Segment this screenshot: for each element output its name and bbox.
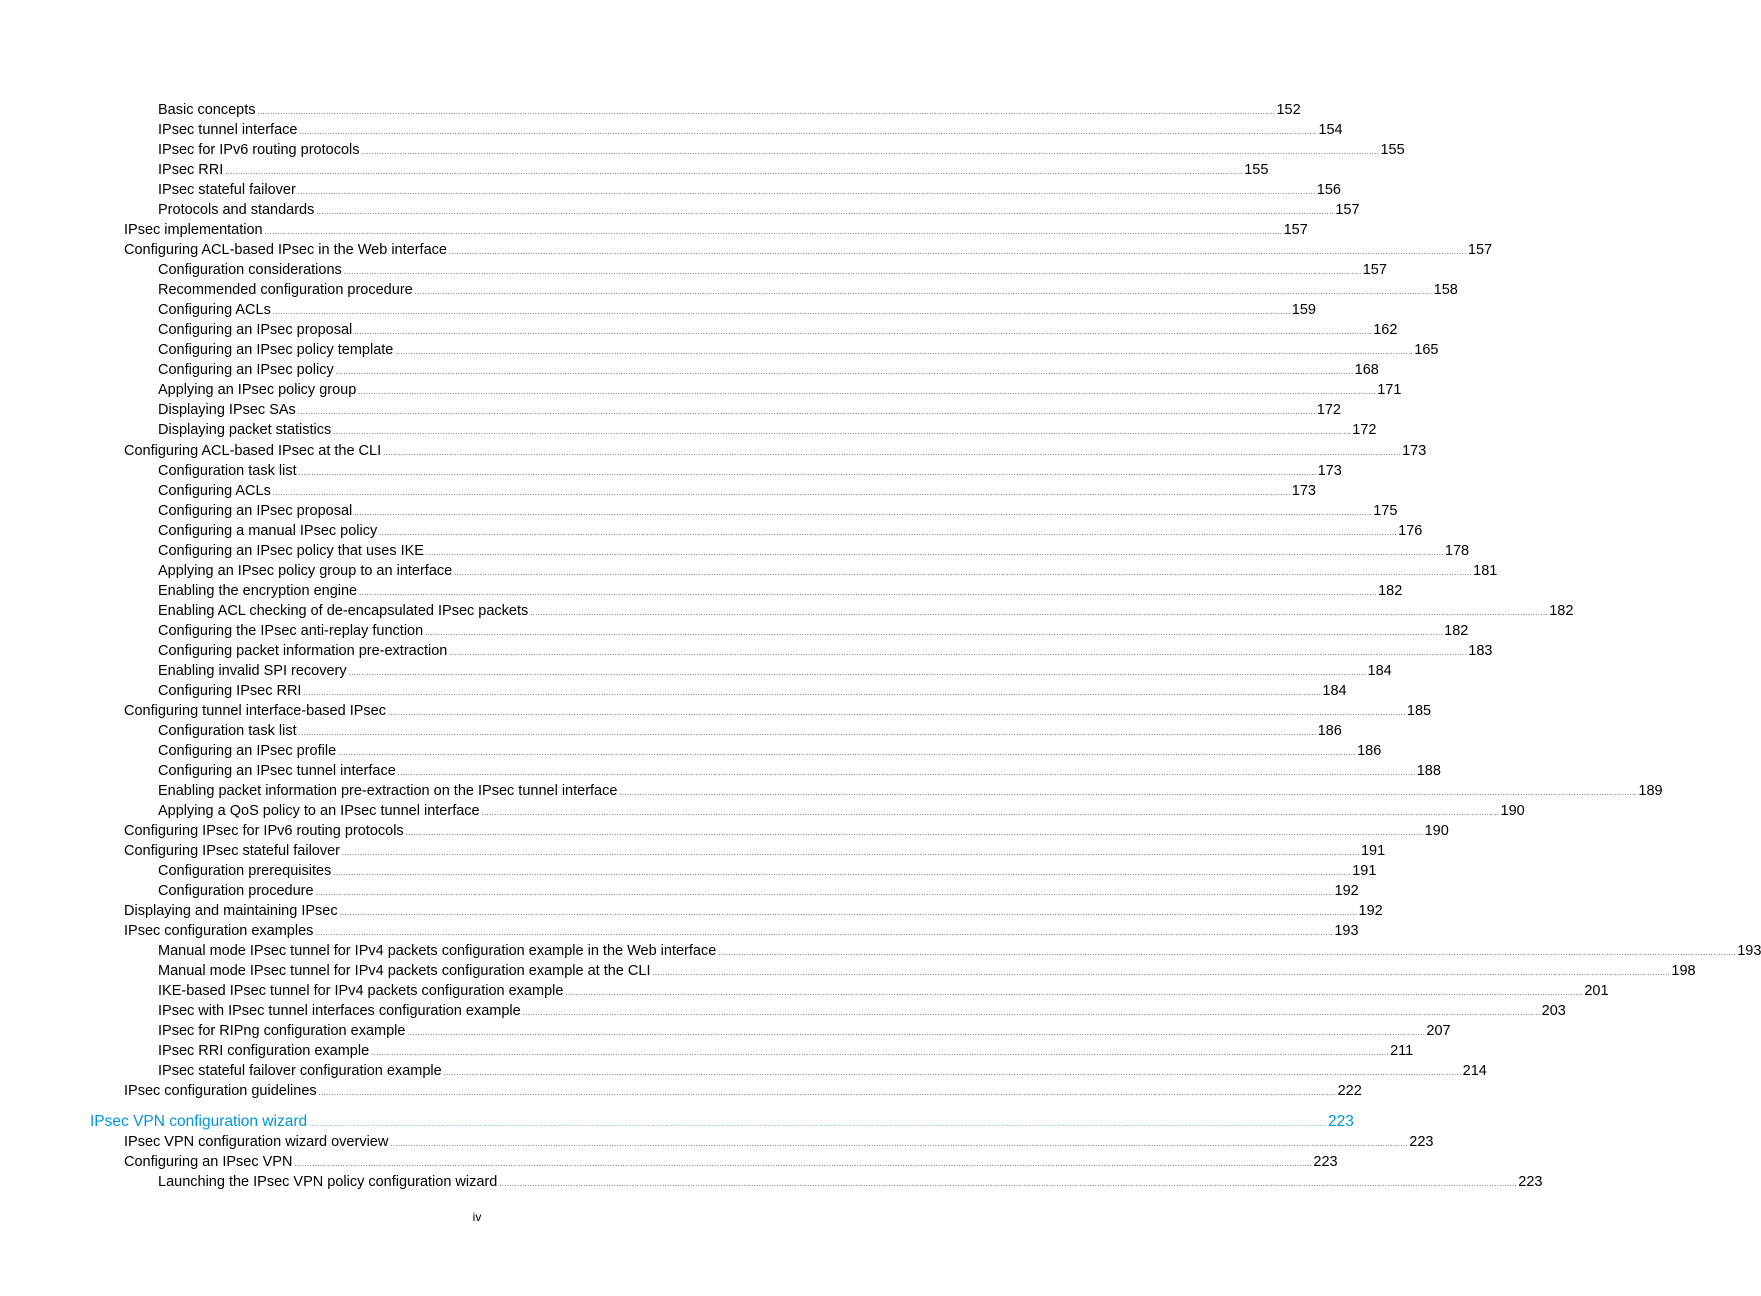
toc-entry-title: Configuring ACLs xyxy=(158,302,271,319)
toc-entry-page: 172 xyxy=(1352,422,1377,439)
toc-entry-page: 188 xyxy=(1416,762,1441,779)
toc-entry-title: Configuring the IPsec anti-replay function xyxy=(158,622,424,639)
toc-entry-page: 185 xyxy=(1406,702,1432,719)
toc-entry[interactable] xyxy=(158,280,1458,300)
toc-entry-page: 182 xyxy=(1444,622,1469,639)
toc-entry-page: 173 xyxy=(1291,482,1316,499)
dot-leader: ................................................................................................................................................................................................................................................................................................................................................................................................................ xyxy=(298,469,1317,477)
toc-entry-title: Enabling invalid SPI recovery xyxy=(158,662,347,679)
toc-entry-page: 157 xyxy=(1362,262,1387,279)
toc-entry[interactable] xyxy=(158,941,1761,961)
toc-entry-page: 162 xyxy=(1373,322,1398,339)
dot-leader: ................................................................................................................................................................................................................................................................................................................................................................................................................ xyxy=(359,589,1378,597)
dot-leader: ................................................................................................................................................................................................................................................................................................................................................................................................................ xyxy=(619,790,1638,798)
dot-leader: ................................................................................................................................................................................................................................................................................................................................................................................................................ xyxy=(425,629,1444,637)
toc-entry-page: 183 xyxy=(1468,642,1493,659)
toc-entry-page: 193 xyxy=(1334,923,1359,940)
toc-entry[interactable] xyxy=(158,400,1341,420)
dot-leader: ................................................................................................................................................................................................................................................................................................................................................................................................................ xyxy=(354,509,1373,517)
toc-entry-title: Configuring tunnel interface-based IPsec xyxy=(124,702,386,719)
toc-entry-page: 155 xyxy=(1244,162,1269,179)
toc-entry-title: Applying an IPsec policy group to an interface xyxy=(158,562,453,579)
toc-entry-title: IKE-based IPsec tunnel for IPv4 packets configuration example xyxy=(158,983,564,1000)
toc-entry-title: IPsec stateful failover configuration example xyxy=(158,1063,442,1080)
toc-entry-page: 203 xyxy=(1541,1003,1566,1020)
dot-leader: ................................................................................................................................................................................................................................................................................................................................................................................................................ xyxy=(358,389,1377,397)
dot-leader: ................................................................................................................................................................................................................................................................................................................................................................................................................ xyxy=(272,489,1291,497)
toc-entry-page: 178 xyxy=(1444,542,1470,559)
toc-entry-page: 176 xyxy=(1398,522,1423,539)
toc-entry-page: 157 xyxy=(1283,222,1308,239)
toc-entry-page: 152 xyxy=(1276,102,1301,118)
toc-entry-page: 168 xyxy=(1354,362,1379,379)
toc-entry-page: 181 xyxy=(1473,562,1498,579)
toc-entry-page: 171 xyxy=(1377,382,1402,399)
toc-entry-page: 186 xyxy=(1317,722,1342,739)
toc-entry-page: 173 xyxy=(1317,462,1342,479)
dot-leader: ................................................................................................................................................................................................................................................................................................................................................................................................................ xyxy=(318,1090,1337,1098)
toc-entry[interactable] xyxy=(158,1041,1414,1061)
toc-entry-title: Displaying IPsec SAs xyxy=(158,402,296,419)
toc-entry-title: Protocols and standards xyxy=(158,202,315,219)
dot-leader: ................................................................................................................................................................................................................................................................................................................................................................................................................ xyxy=(339,910,1358,918)
dot-leader: ................................................................................................................................................................................................................................................................................................................................................................................................................ xyxy=(333,870,1352,878)
toc-entry-page: 155 xyxy=(1380,142,1405,159)
toc-entry[interactable] xyxy=(158,1021,1451,1041)
toc-entry[interactable] xyxy=(158,861,1377,881)
dot-leader: ................................................................................................................................................................................................................................................................................................................................................................................................................ xyxy=(530,609,1549,617)
toc-entry[interactable] xyxy=(158,961,1696,981)
dot-leader: ................................................................................................................................................................................................................................................................................................................................................................................................................ xyxy=(361,149,1380,157)
toc-entry-title: Recommended configuration procedure xyxy=(158,282,413,299)
toc-entry-title: Basic concepts xyxy=(158,102,256,118)
toc-entry-page: 165 xyxy=(1414,342,1439,359)
dot-leader: ................................................................................................................................................................................................................................................................................................................................................................................................................ xyxy=(343,269,1362,277)
dot-leader: ................................................................................................................................................................................................................................................................................................................................................................................................................ xyxy=(335,369,1354,377)
toc-entry[interactable] xyxy=(158,561,1498,581)
toc-entry[interactable] xyxy=(158,420,1377,440)
toc-entry-page: 190 xyxy=(1424,823,1449,840)
dot-leader: ................................................................................................................................................................................................................................................................................................................................................................................................................ xyxy=(294,1160,1313,1168)
toc-entry[interactable] xyxy=(158,721,1342,741)
toc-entry-title: Configuring a manual IPsec policy xyxy=(158,522,378,539)
dot-leader: ................................................................................................................................................................................................................................................................................................................................................................................................................ xyxy=(315,930,1334,938)
toc-chapter-entry[interactable] xyxy=(90,1112,1354,1132)
dot-leader: ................................................................................................................................................................................................................................................................................................................................................................................................................ xyxy=(348,669,1367,677)
toc-entry[interactable] xyxy=(158,360,1379,380)
dot-leader: ................................................................................................................................................................................................................................................................................................................................................................................................................ xyxy=(387,709,1406,717)
toc-entry-page: 184 xyxy=(1367,662,1392,679)
dot-leader: ................................................................................................................................................................................................................................................................................................................................................................................................................ xyxy=(390,1140,1409,1148)
toc-entry[interactable] xyxy=(124,1081,1362,1101)
toc-entry-title: IPsec RRI configuration example xyxy=(158,1043,370,1060)
toc-entry-title: Configuring IPsec stateful failover xyxy=(124,843,340,860)
toc-entry[interactable] xyxy=(124,240,1493,260)
toc-entry[interactable] xyxy=(158,661,1392,681)
dot-leader: ................................................................................................................................................................................................................................................................................................................................................................................................................ xyxy=(298,729,1317,737)
dot-leader: ................................................................................................................................................................................................................................................................................................................................................................................................................ xyxy=(481,810,1500,818)
toc-entry[interactable] xyxy=(158,801,1525,821)
toc-entry[interactable] xyxy=(158,180,1341,200)
toc-entry-title: Configuration task list xyxy=(158,462,297,479)
toc-entry[interactable] xyxy=(158,781,1663,801)
toc-entry[interactable] xyxy=(158,1001,1566,1021)
toc-entry-title: IPsec VPN configuration wizard xyxy=(90,1112,308,1130)
toc-entry[interactable] xyxy=(124,901,1383,921)
toc-entry[interactable] xyxy=(124,821,1449,841)
toc-entry-page: 184 xyxy=(1322,682,1347,699)
dot-leader: ................................................................................................................................................................................................................................................................................................................................................................................................................ xyxy=(264,229,1283,237)
toc-entry-title: IPsec stateful failover xyxy=(158,182,296,199)
toc-entry-page: 207 xyxy=(1426,1023,1451,1040)
toc-entry[interactable] xyxy=(158,881,1359,901)
toc-entry-title: Configuring packet information pre-extraction xyxy=(158,642,448,659)
toc-entry-title: IPsec tunnel interface xyxy=(158,122,298,139)
toc-entry-page: 223 xyxy=(1518,1173,1543,1190)
toc-entry-page: 198 xyxy=(1671,963,1696,980)
dot-leader: ................................................................................................................................................................................................................................................................................................................................................................................................................ xyxy=(315,890,1334,898)
dot-leader: ................................................................................................................................................................................................................................................................................................................................................................................................................ xyxy=(397,769,1416,777)
toc-entry[interactable] xyxy=(158,300,1316,320)
dot-leader: ................................................................................................................................................................................................................................................................................................................................................................................................................ xyxy=(297,189,1316,197)
toc-entry[interactable] xyxy=(158,160,1269,180)
toc-entry-page: 182 xyxy=(1378,582,1403,599)
toc-entry-page: 193 xyxy=(1737,943,1761,960)
toc-entry-title: IPsec RRI xyxy=(158,162,224,179)
toc-entry[interactable] xyxy=(158,681,1347,701)
toc-entry-page: 159 xyxy=(1291,302,1316,319)
dot-leader: ................................................................................................................................................................................................................................................................................................................................................................................................................ xyxy=(299,129,1318,137)
dot-leader: ................................................................................................................................................................................................................................................................................................................................................................................................................ xyxy=(565,990,1584,998)
toc-entry-title: IPsec with IPsec tunnel interfaces configuration example xyxy=(158,1003,521,1020)
toc-entry[interactable] xyxy=(158,741,1382,761)
dot-leader: ................................................................................................................................................................................................................................................................................................................................................................................................................ xyxy=(407,1030,1426,1038)
dot-leader: ................................................................................................................................................................................................................................................................................................................................................................................................................ xyxy=(652,970,1671,978)
toc-entry-page: 211 xyxy=(1390,1043,1414,1060)
toc-entry[interactable] xyxy=(158,320,1398,340)
dot-leader: ................................................................................................................................................................................................................................................................................................................................................................................................................ xyxy=(316,209,1335,217)
toc-entry-title: Configuring IPsec RRI xyxy=(158,682,302,699)
toc-entry[interactable] xyxy=(158,140,1405,160)
toc-entry-title: Configuring ACL-based IPsec at the CLI xyxy=(124,442,382,459)
toc-entry[interactable] xyxy=(124,921,1359,941)
dot-leader: ................................................................................................................................................................................................................................................................................................................................................................................................................ xyxy=(342,850,1360,858)
toc-entry[interactable] xyxy=(158,521,1423,541)
toc-entry-title: Enabling the encryption engine xyxy=(158,582,358,599)
toc-entry-page: 172 xyxy=(1316,402,1341,419)
toc-entry-page: 223 xyxy=(1313,1153,1338,1170)
toc-entry-title: Enabling ACL checking of de-encapsulated IPsec packets xyxy=(158,602,529,619)
toc-entry-page: 190 xyxy=(1500,803,1525,820)
toc-entry-title: IPsec configuration guidelines xyxy=(124,1083,317,1100)
toc-entry[interactable] xyxy=(158,541,1470,561)
dot-leader: ................................................................................................................................................................................................................................................................................................................................................................................................................ xyxy=(338,749,1357,757)
dot-leader: ................................................................................................................................................................................................................................................................................................................................................................................................................ xyxy=(499,1180,1518,1188)
dot-leader: ................................................................................................................................................................................................................................................................................................................................................................................................................ xyxy=(303,689,1322,697)
toc-entry[interactable] xyxy=(158,641,1493,661)
toc-entry-page: 156 xyxy=(1316,182,1341,199)
toc-entry[interactable] xyxy=(158,1172,1543,1192)
toc-entry-page: 157 xyxy=(1467,242,1493,259)
toc-entry-page: 173 xyxy=(1402,442,1427,459)
toc-entry-page: 222 xyxy=(1337,1083,1362,1100)
dot-leader: ................................................................................................................................................................................................................................................................................................................................................................................................................ xyxy=(297,409,1316,417)
toc-entry[interactable] xyxy=(158,340,1439,360)
toc-entry-page: 157 xyxy=(1335,202,1360,219)
toc-entry-title: Configuring an IPsec policy xyxy=(158,362,334,379)
toc-entry[interactable] xyxy=(158,601,1574,621)
dot-leader: ................................................................................................................................................................................................................................................................................................................................................................................................................ xyxy=(449,649,1468,657)
dot-leader: ................................................................................................................................................................................................................................................................................................................................................................................................................ xyxy=(522,1010,1541,1018)
toc-entry-page: 189 xyxy=(1638,783,1663,800)
dot-leader: ................................................................................................................................................................................................................................................................................................................................................................................................................ xyxy=(371,1050,1390,1058)
toc-entry-title: Applying an IPsec policy group xyxy=(158,382,357,399)
toc-entry-page: 223 xyxy=(1409,1133,1434,1150)
toc-entry-title: IPsec VPN configuration wizard overview xyxy=(124,1133,389,1150)
toc-entry-title: Configuration considerations xyxy=(158,262,342,279)
toc-entry-page: 191 xyxy=(1360,843,1386,860)
dot-leader: ................................................................................................................................................................................................................................................................................................................................................................................................................ xyxy=(395,349,1414,357)
toc-entry-page: 182 xyxy=(1549,602,1574,619)
toc-entry-page: 175 xyxy=(1373,502,1398,519)
toc-entry[interactable] xyxy=(158,581,1403,601)
toc-entry-page: 192 xyxy=(1358,903,1383,920)
dot-leader: ................................................................................................................................................................................................................................................................................................................................................................................................................ xyxy=(405,830,1424,838)
toc-entry-title: Configuring an IPsec tunnel interface xyxy=(158,762,396,779)
toc-entry-title: Configuring ACL-based IPsec in the Web interface xyxy=(124,242,447,259)
toc-entry[interactable] xyxy=(158,120,1343,140)
dot-leader: ................................................................................................................................................................................................................................................................................................................................................................................................................ xyxy=(718,950,1737,958)
dot-leader: ................................................................................................................................................................................................................................................................................................................................................................................................................ xyxy=(448,249,1467,257)
toc-entry-title: Configuring IPsec for IPv6 routing protocols xyxy=(124,823,404,840)
page-number: iv xyxy=(472,1210,482,1224)
dot-leader: ................................................................................................................................................................................................................................................................................................................................................................................................................ xyxy=(309,1120,1328,1128)
toc-entry-title: Configuring an IPsec VPN xyxy=(124,1153,293,1170)
toc-entry[interactable] xyxy=(124,441,1427,461)
toc-entry-title: Manual mode IPsec tunnel for IPv4 packets configuration example in the Web interface xyxy=(158,943,717,960)
dot-leader: ................................................................................................................................................................................................................................................................................................................................................................................................................ xyxy=(383,449,1402,457)
toc-entry-title: Manual mode IPsec tunnel for IPv4 packets configuration example at the CLI xyxy=(158,963,651,980)
toc-entry[interactable] xyxy=(158,380,1402,400)
toc-entry-title: Configuring an IPsec policy template xyxy=(158,342,394,359)
toc-entry-title: Launching the IPsec VPN policy configuration wizard xyxy=(158,1173,498,1190)
toc-entry-page: 201 xyxy=(1584,983,1609,1000)
toc-entry-title: IPsec for IPv6 routing protocols xyxy=(158,142,360,159)
toc-entry[interactable] xyxy=(158,260,1387,280)
dot-leader: ................................................................................................................................................................................................................................................................................................................................................................................................................ xyxy=(272,309,1291,317)
toc-entry[interactable] xyxy=(158,1061,1487,1081)
dot-leader: ................................................................................................................................................................................................................................................................................................................................................................................................................ xyxy=(443,1070,1462,1078)
toc-entry-title: Enabling packet information pre-extraction on the IPsec tunnel interface xyxy=(158,783,618,800)
toc-entry-title: Configuration procedure xyxy=(158,883,314,900)
toc-entry[interactable] xyxy=(124,1132,1434,1152)
toc-entry[interactable] xyxy=(158,501,1398,521)
toc-entry-title: Configuring ACLs xyxy=(158,482,271,499)
toc-entry-page: 186 xyxy=(1357,742,1382,759)
toc-entry[interactable] xyxy=(124,841,1386,861)
toc-entry-page: 192 xyxy=(1334,883,1359,900)
toc-entry-title: Configuring an IPsec profile xyxy=(158,742,337,759)
toc-entry[interactable] xyxy=(124,1152,1338,1172)
toc-entry-title: Configuration prerequisites xyxy=(158,863,332,880)
toc-entry-page: 223 xyxy=(1328,1112,1354,1130)
toc-entry[interactable] xyxy=(124,701,1432,721)
dot-leader: ................................................................................................................................................................................................................................................................................................................................................................................................................ xyxy=(454,569,1473,577)
toc-entry[interactable] xyxy=(158,481,1316,501)
toc-entry[interactable] xyxy=(124,220,1308,240)
dot-leader: ................................................................................................................................................................................................................................................................................................................................................................................................................ xyxy=(257,109,1276,116)
toc-entry-title: IPsec for RIPng configuration example xyxy=(158,1023,406,1040)
dot-leader: ................................................................................................................................................................................................................................................................................................................................................................................................................ xyxy=(425,549,1444,557)
dot-leader: ................................................................................................................................................................................................................................................................................................................................................................................................................ xyxy=(414,289,1433,297)
toc-entry-page: 158 xyxy=(1433,282,1458,299)
toc-entry-title: Displaying and maintaining IPsec xyxy=(124,903,338,920)
toc-entry[interactable] xyxy=(158,761,1441,781)
toc-entry-title: Configuring an IPsec policy that uses IKE xyxy=(158,542,424,559)
toc-entry-title: IPsec configuration examples xyxy=(124,923,314,940)
dot-leader: ................................................................................................................................................................................................................................................................................................................................................................................................................ xyxy=(379,529,1398,537)
toc-entry-page: 154 xyxy=(1318,122,1343,139)
toc-entry[interactable] xyxy=(158,100,1301,120)
toc-entry-title: Configuration task list xyxy=(158,722,297,739)
toc-entry-title: Applying a QoS policy to an IPsec tunnel interface xyxy=(158,803,480,820)
toc-entry-title: Configuring an IPsec proposal xyxy=(158,502,353,519)
toc-entry-title: Displaying packet statistics xyxy=(158,422,332,439)
toc-entry[interactable] xyxy=(158,621,1469,641)
toc-entry[interactable] xyxy=(158,461,1342,481)
toc-entry-title: IPsec implementation xyxy=(124,222,263,239)
dot-leader: ................................................................................................................................................................................................................................................................................................................................................................................................................ xyxy=(354,329,1373,337)
toc-entry-title: Configuring an IPsec proposal xyxy=(158,322,353,339)
toc-entry-page: 214 xyxy=(1462,1063,1487,1080)
toc-entry-page: 191 xyxy=(1352,863,1377,880)
toc-entry[interactable] xyxy=(158,981,1609,1001)
dot-leader: ................................................................................................................................................................................................................................................................................................................................................................................................................ xyxy=(333,429,1352,437)
toc-entry[interactable] xyxy=(158,200,1360,220)
dot-leader: ................................................................................................................................................................................................................................................................................................................................................................................................................ xyxy=(225,169,1244,177)
